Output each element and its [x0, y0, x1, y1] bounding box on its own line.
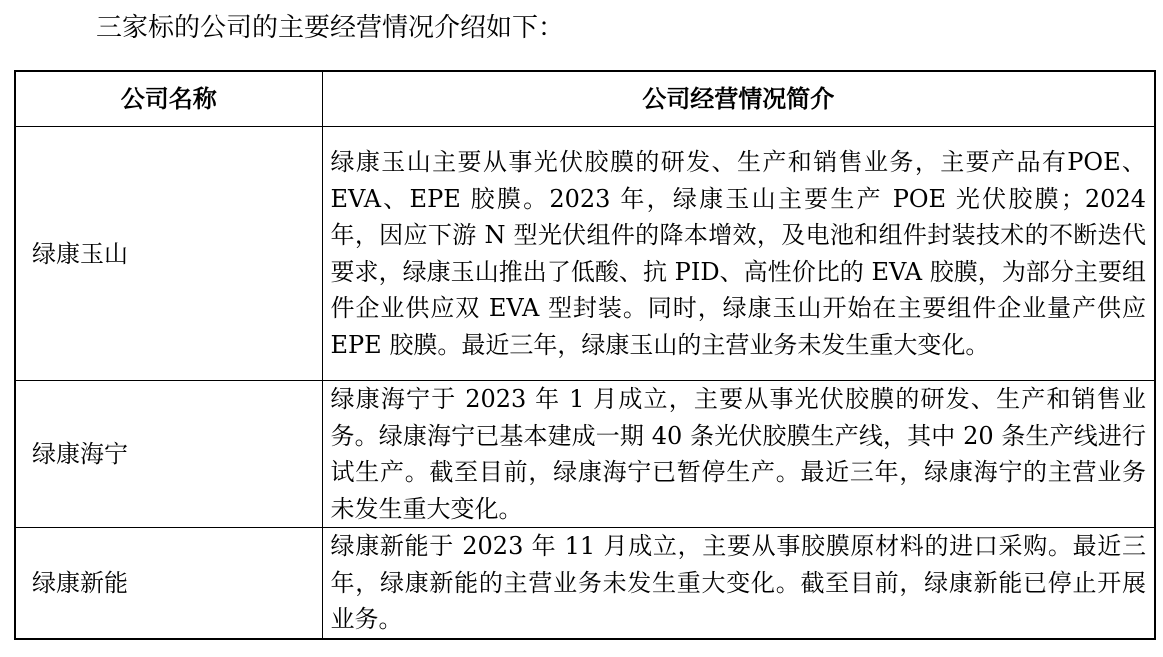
company-name-cell: 绿康海宁 [15, 381, 322, 528]
table-header-row [15, 71, 1155, 127]
company-overview-cell [322, 528, 1155, 639]
intro-text: 三家标的公司的主要经营情况介绍如下： [96, 13, 565, 43]
header-company-name: 公司名称 [15, 71, 322, 127]
company-overview-cell [322, 381, 1155, 528]
company-name-cell: 绿康新能 [15, 528, 322, 639]
table-row [15, 381, 1155, 528]
company-name-cell: 绿康玉山 [15, 127, 322, 381]
company-overview-cell [322, 127, 1155, 381]
overview-text: 绿康新能于 2023 年 11 月成立，主要从事胶膜原材料的进口采购。最近三年，绿康新能的主营业务未发生重大变化。截至目前，绿康新能已停止开展业务。 [330, 532, 1146, 633]
company-table [14, 70, 1156, 640]
header-company-overview: 公司经营情况简介 [322, 71, 1155, 127]
table-row [15, 127, 1155, 381]
overview-text: 绿康海宁于 2023 年 1 月成立，主要从事光伏胶膜的研发、生产和销售业务。绿康海宁已基本建成一期 40 条光伏胶膜生产线，其中 20 条生产线进行试生产。截至目前，绿康海宁已暂停生产。最近三年，绿康海宁的主营业务未发生重大变化。 [330, 385, 1146, 523]
table-row [15, 528, 1155, 639]
overview-text: 绿康玉山主要从事光伏胶膜的研发、生产和销售业务，主要产品有POE、EVA、EPE 胶膜。2023 年，绿康玉山主要生产 POE 光伏胶膜；2024 年，因应下游 N 型光伏组件的降本增效，及电池和组件封装技术的不断迭代要求，绿康玉山推出了低酸、抗 PID、高性价比的 EVA 胶膜，为部分主要组件企业供应双 EVA 型封装。同时，绿康玉山开始在主要组件企业量产供应 EPE 胶膜。最近三年，绿康玉山的主营业务未发生重大变化。 [330, 148, 1146, 359]
